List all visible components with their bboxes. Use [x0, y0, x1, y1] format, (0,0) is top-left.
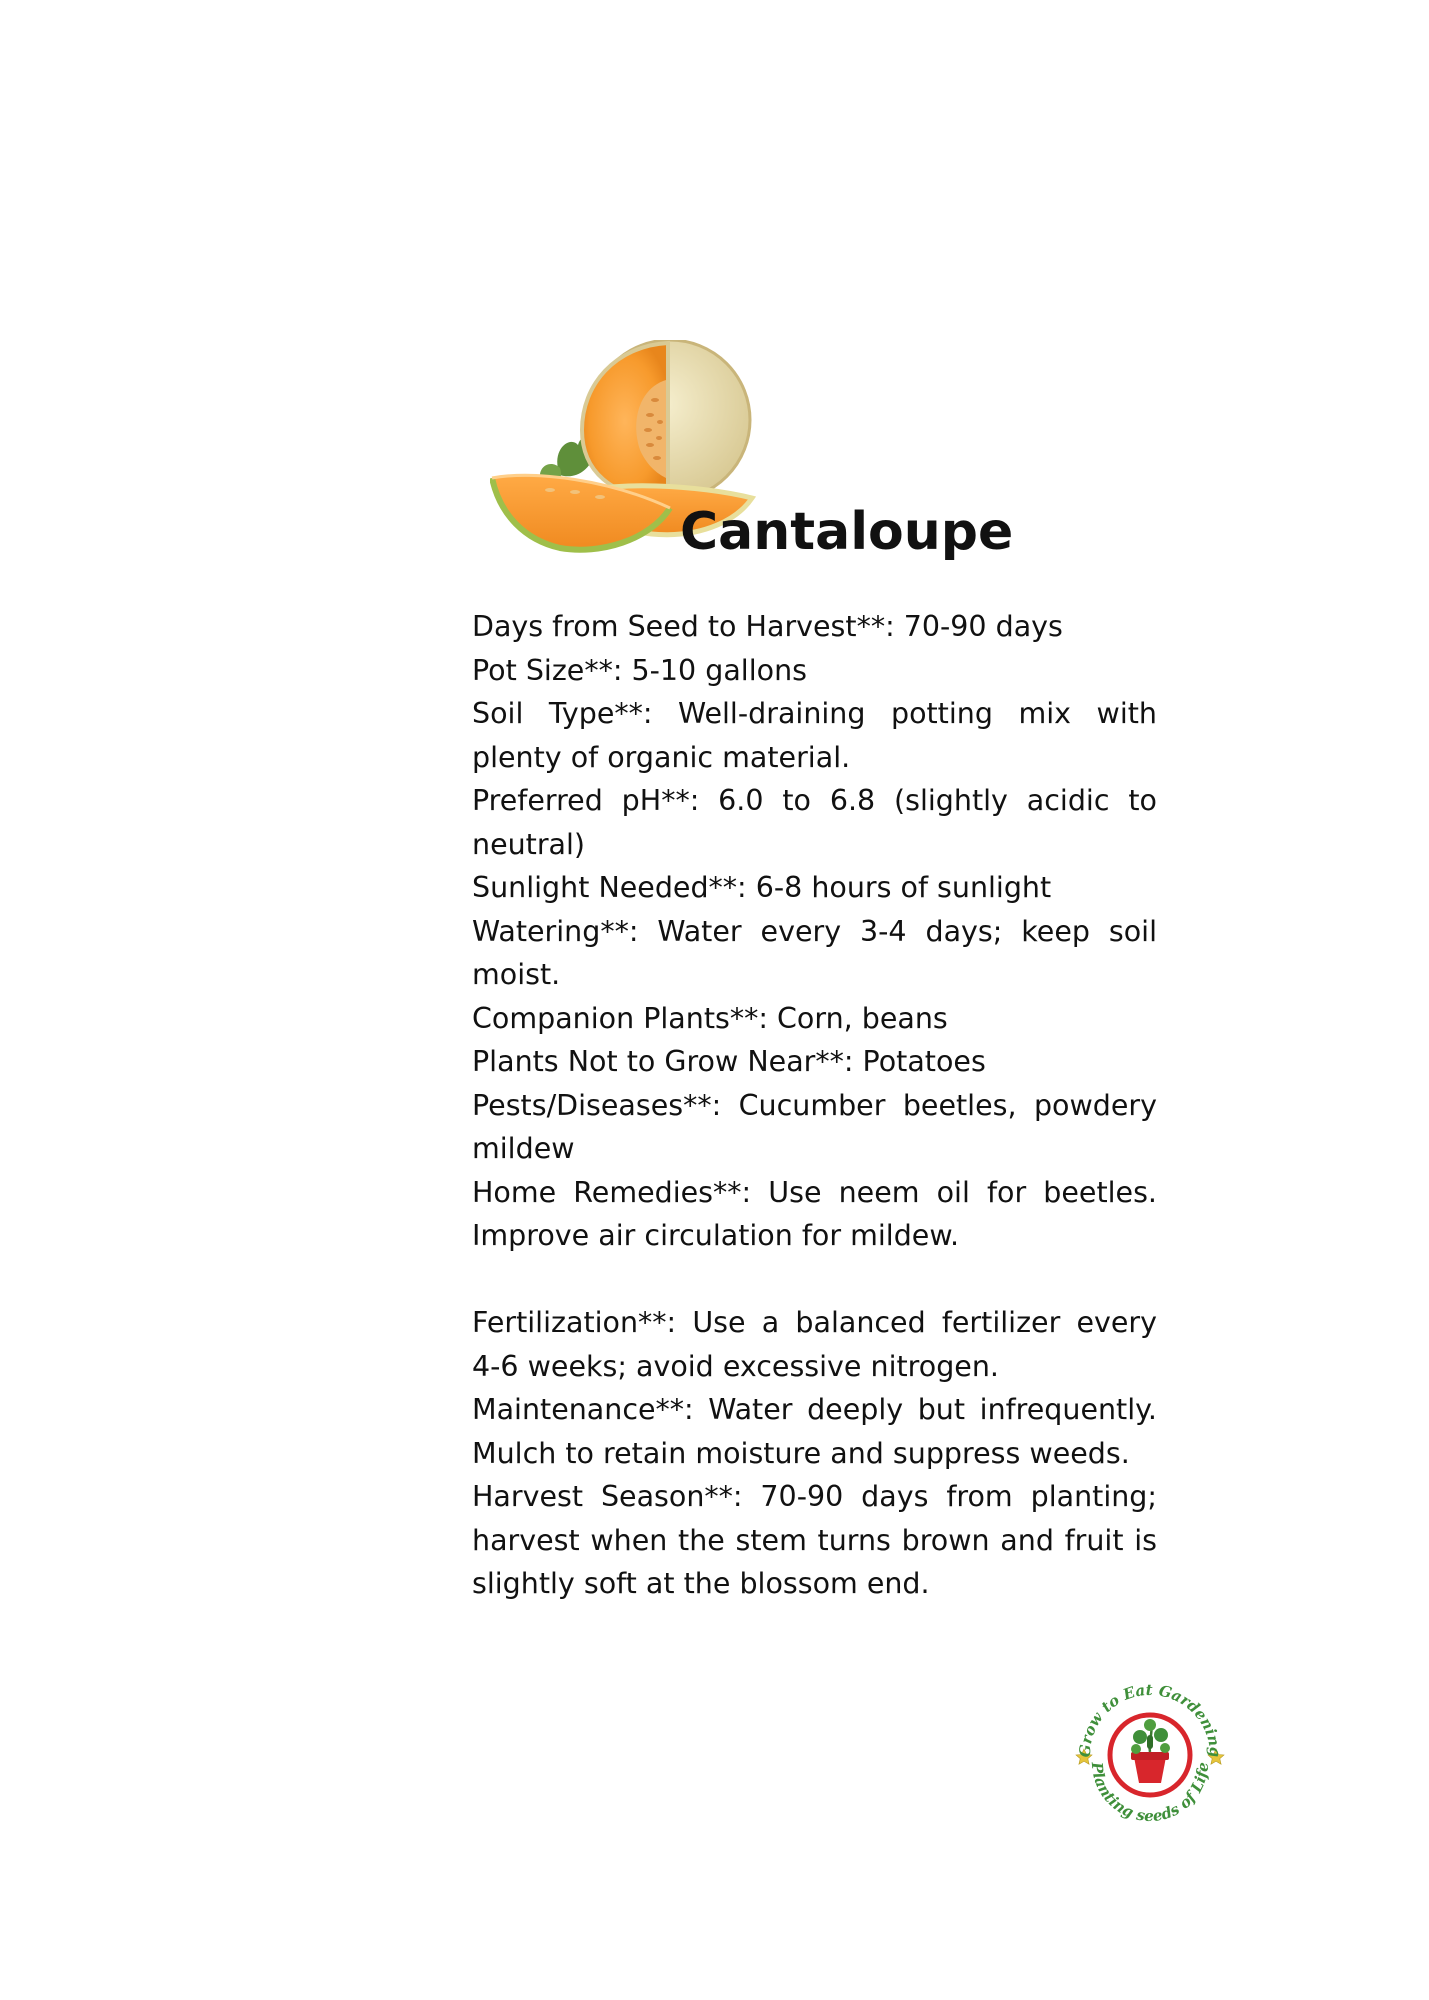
- info-soil-type: Soil Type**: Well-draining potting mix with plenty of organic material.: [472, 697, 1157, 774]
- logo-top-text: Grow to Eat Gardening: [1075, 1680, 1225, 1758]
- info-pot-size: Pot Size**: 5-10 gallons: [472, 653, 807, 687]
- info-harvest-season: Harvest Season**: 70-90 days from planting; harvest when the stem turns brown and fruit is slightly soft at the blossom end.: [472, 1480, 1157, 1600]
- info-home-remedies: Home Remedies**: Use neem oil for beetles. Improve air circulation for mildew.: [472, 1175, 1157, 1252]
- info-sunlight: Sunlight Needed**: 6-8 hours of sunlight: [472, 871, 1052, 904]
- info-preferred-ph: Preferred pH**: 6.0 to 6.8 (slightly acidic to neutral): [472, 784, 1157, 861]
- info-pests-diseases: Pests/Diseases**: Cucumber beetles, powdery mildew: [472, 1088, 1157, 1165]
- info-watering: Watering**: Water every 3-4 days; keep soil moist.: [472, 914, 1157, 991]
- info-fertilization: Fertilization**: Use a balanced fertilizer every 4-6 weeks; avoid excessive nitrogen.: [472, 1306, 1157, 1383]
- page-title: Cantaloupe: [680, 502, 1014, 562]
- grow-to-eat-gardening-logo: [1070, 1675, 1230, 1835]
- logo-bottom-text: Planting seeds of Life: [1087, 1761, 1213, 1826]
- info-maintenance: Maintenance**: Water deeply but infrequently. Mulch to retain moisture and suppress weeds.: [472, 1393, 1157, 1470]
- info-list: [472, 605, 1157, 1606]
- info-plants-not-near: Plants Not to Grow Near**: Potatoes: [472, 1045, 986, 1078]
- info-days-to-harvest: Days from Seed to Harvest**: 70-90 days: [472, 610, 1063, 643]
- info-companion-plants: Companion Plants**: Corn, beans: [472, 1001, 948, 1035]
